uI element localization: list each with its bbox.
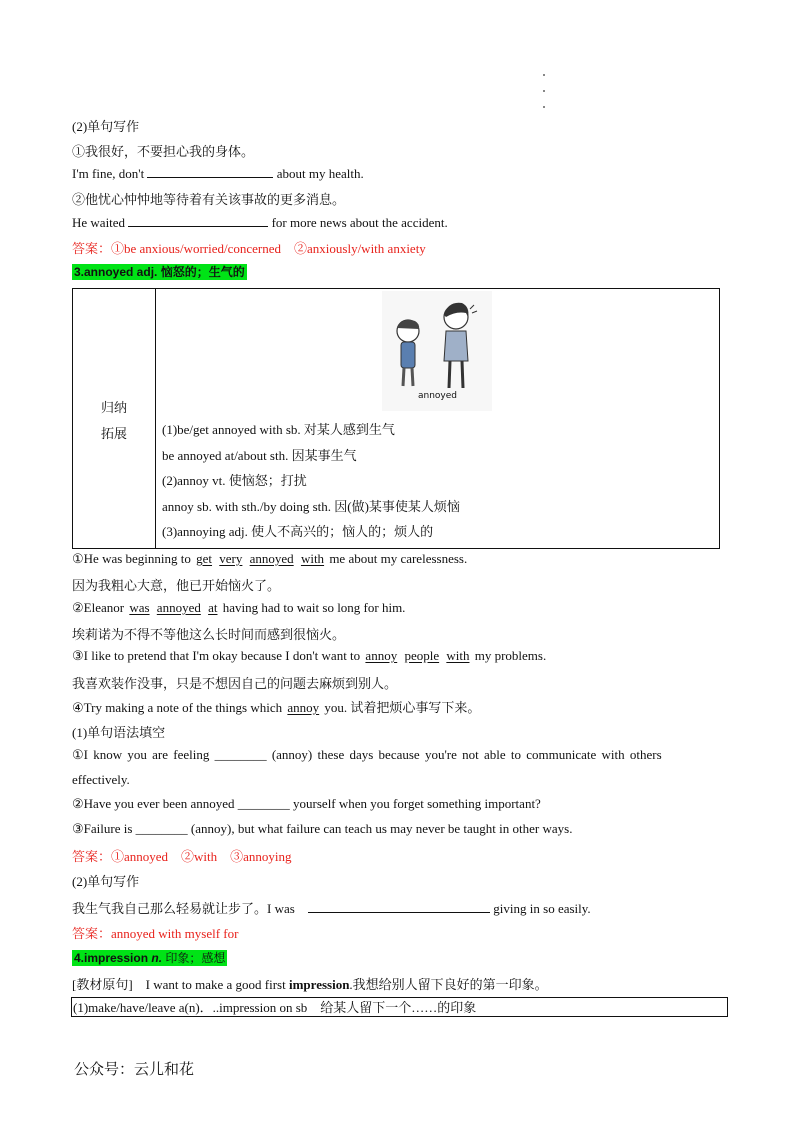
section4-title <box>72 949 227 966</box>
s1-q1-pre: I'm fine, don't <box>72 166 145 181</box>
answer-blank[interactable] <box>308 900 490 913</box>
footer-wechat-account: 公众号：云儿和花 <box>74 1060 195 1078</box>
s2-q3: ③Failure is ________ (annoy), but what failure can teach us may never be taught in other ways. <box>72 821 573 836</box>
s2-heading2: (2)单句写作 <box>72 874 140 889</box>
s1-q2-chinese: ②他忧心忡忡地等待着有关该事故的更多消息。 <box>72 192 346 207</box>
s2-write: 我生气我自己那么轻易就让步了。I was giving in so easily. <box>72 901 591 916</box>
example-3-chinese: 我喜欢装作没事，只是不想因自己的问题去麻烦到别人。 <box>72 676 398 691</box>
answer-blank[interactable] <box>128 214 268 227</box>
table-left-cell <box>73 289 156 549</box>
s2-answer: 答案：①annoyed ②with ③annoying <box>72 849 292 864</box>
page-mark-dot <box>543 106 545 108</box>
example-4: ④Try making a note of the things which annoy you. 试着把烦心事写下来。 <box>72 700 481 715</box>
table-line-4: annoy sb. with sth./by doing sth. 因(做)某事使某人烦恼 <box>162 498 460 514</box>
example-1: ①He was beginning to get very annoyed with me about my carelessness. <box>72 551 468 566</box>
table-label-summary: 归纳 <box>100 400 127 415</box>
s1-answer: 答案：①be anxious/worried/concerned ②anxiously/with anxiety <box>72 241 426 256</box>
s1-q2-pre: He waited <box>72 215 126 230</box>
table-line-2: be annoyed at/about sth. 因某事生气 <box>162 447 357 463</box>
s2-heading: (1)单句语法填空 <box>72 725 166 740</box>
figure-caption: annoyed <box>418 391 458 401</box>
annoyed-illustration <box>382 291 492 411</box>
answer-blank[interactable] <box>147 165 273 178</box>
s2-answer2: 答案：annoyed with myself for <box>72 926 239 941</box>
section3-title <box>72 263 247 280</box>
s2-q1-line2: effectively. <box>72 772 130 787</box>
s1-q1 <box>72 165 364 182</box>
s2-q2: ②Have you ever been annoyed ________ yourself when you forget something important? <box>72 796 541 811</box>
page-mark-dot <box>543 90 545 92</box>
table-right-cell <box>156 289 720 549</box>
section4-title-highlight: 4.impression n. 印象；感想 <box>74 951 226 965</box>
section3-title-highlight: 3.annoyed adj. 恼怒的；生气的 <box>74 265 245 279</box>
example-2: ②Eleanor was annoyed at having had to wait so long for him. <box>72 600 406 615</box>
table-line-5: (3)annoying adj. 使人不高兴的；恼人的；烦人的 <box>162 524 434 539</box>
example-3: ③I like to pretend that I'm okay because I don't want to annoy people with my problems. <box>72 648 547 663</box>
section4-source: [教材原句] I want to make a good first impression.我想给别人留下良好的第一印象。 <box>72 977 548 992</box>
example-2-chinese: 埃莉诺为不得不等他这么长时间而感到很恼火。 <box>72 627 346 642</box>
s1-q2-post: for more news about the accident. <box>271 215 448 230</box>
extension-table <box>72 288 720 549</box>
s1-heading: (2)单句写作 <box>72 119 140 134</box>
table-line-3: (2)annoy vt. 使恼怒；打扰 <box>162 473 307 488</box>
page-mark-dot <box>543 74 545 76</box>
s1-q1-chinese: ①我很好，不要担心我的身体。 <box>72 144 255 159</box>
s1-q2 <box>72 214 448 231</box>
table-line-1: (1)be/get annoyed with sb. 对某人感到生气 <box>162 422 395 437</box>
s2-q1-line1: ①I know you are feeling ________ (annoy) these days because you're not able to communicate with others <box>72 747 662 762</box>
section4-box: (1)make/have/leave a(n)．..impression on sb 给某人留下一个……的印象 <box>71 997 728 1017</box>
example-1-chinese: 因为我粗心大意，他已开始恼火了。 <box>72 578 281 593</box>
table-label-extend: 拓展 <box>100 426 127 441</box>
s1-q1-post: about my health. <box>276 166 364 181</box>
